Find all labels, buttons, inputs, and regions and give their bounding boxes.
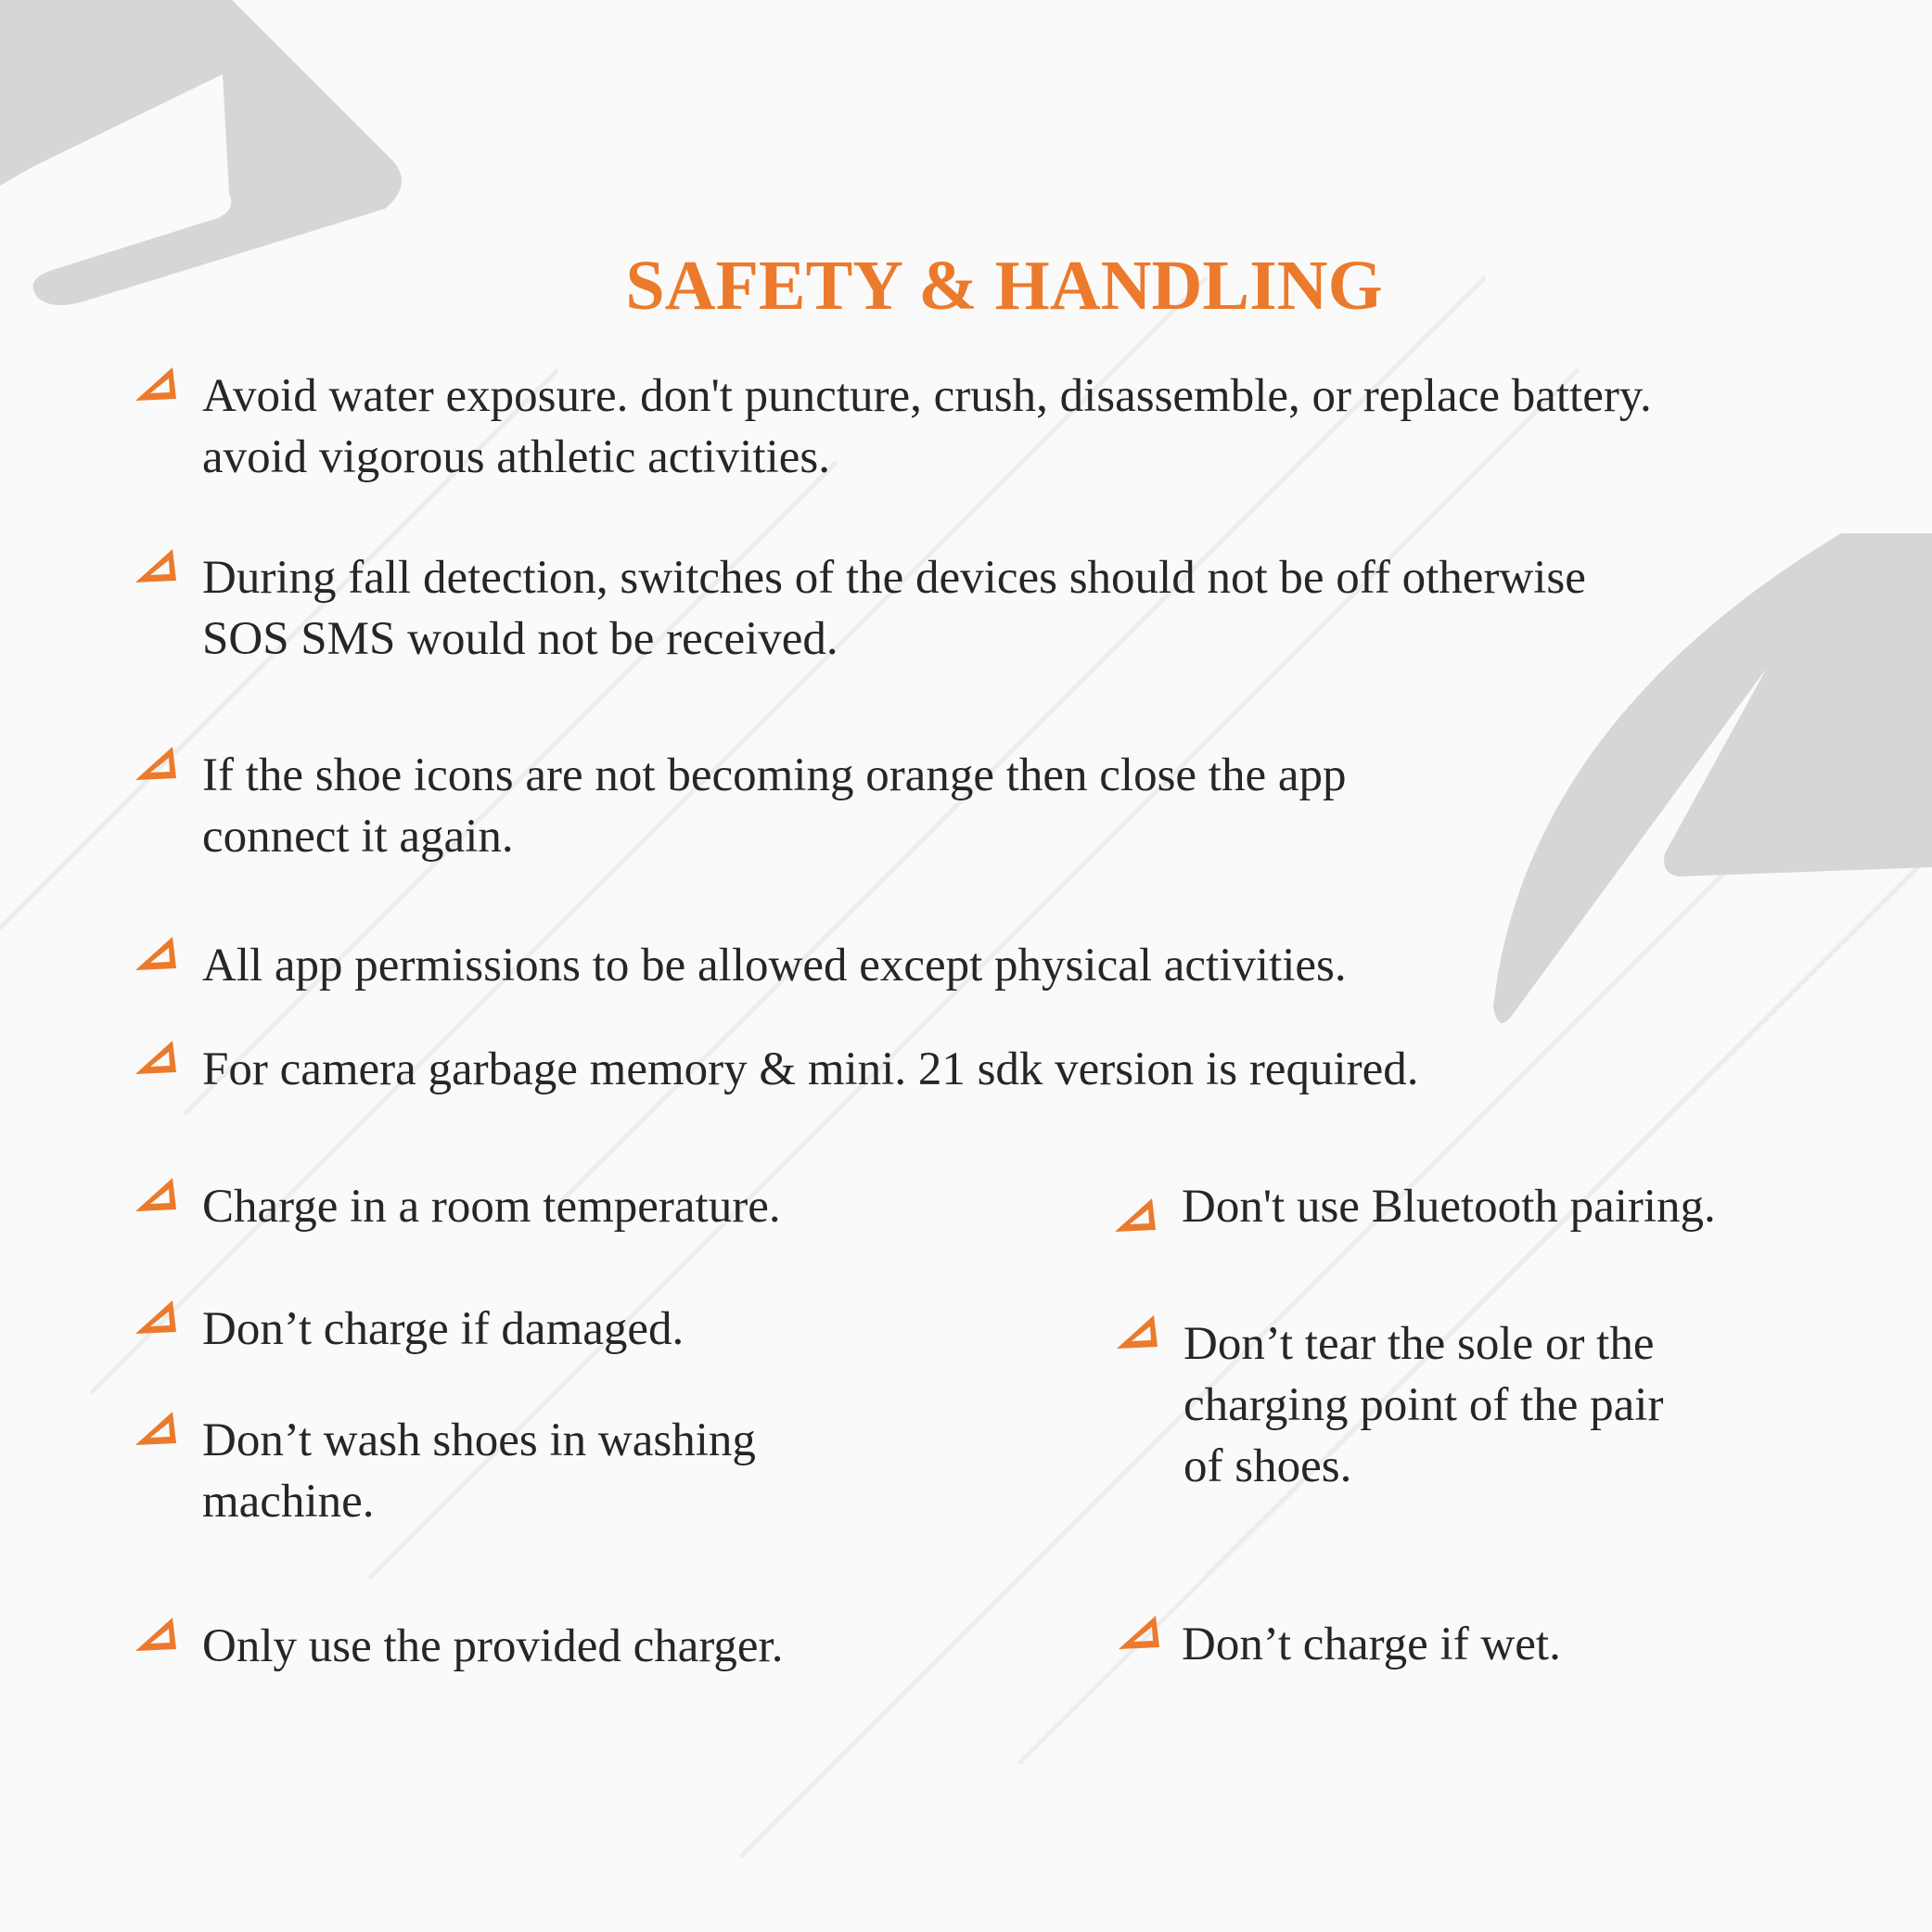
item-line: Only use the provided charger. — [202, 1620, 784, 1672]
item-line: Don't use Bluetooth pairing. — [1182, 1181, 1716, 1233]
item-line: of shoes. — [1184, 1440, 1352, 1492]
item-line: Don’t charge if damaged. — [202, 1303, 685, 1355]
item-line: connect it again. — [202, 811, 514, 863]
orange-arrowhead-icon — [132, 1410, 178, 1449]
item-line: SOS SMS would not be received. — [202, 613, 838, 665]
item-line: Charge in a room temperature. — [202, 1181, 781, 1233]
orange-arrowhead-icon — [132, 547, 178, 586]
item-line: Don’t wash shoes in washing — [202, 1414, 756, 1466]
orange-arrowhead-icon — [132, 1176, 178, 1215]
item-line: All app permissions to be allowed except physical activities. — [202, 940, 1347, 992]
item-line: avoid vigorous athletic activities. — [202, 431, 830, 483]
orange-arrowhead-icon — [1113, 1313, 1159, 1352]
orange-arrowhead-icon — [132, 1039, 178, 1078]
orange-arrowhead-icon — [132, 365, 178, 404]
orange-arrowhead-icon — [132, 1299, 178, 1337]
orange-arrowhead-icon — [1111, 1196, 1158, 1235]
item-line: Don’t charge if wet. — [1182, 1619, 1561, 1670]
item-line: Avoid water exposure. don't puncture, crush, disassemble, or replace battery. — [202, 370, 1652, 422]
item-line: For camera garbage memory & mini. 21 sdk version is required. — [202, 1043, 1419, 1095]
item-line: During fall detection, switches of the devices should not be off otherwise — [202, 552, 1586, 604]
item-line: machine. — [202, 1476, 375, 1528]
orange-arrowhead-icon — [132, 935, 178, 974]
orange-arrowhead-icon — [132, 1616, 178, 1655]
item-line: Don’t tear the sole or the — [1184, 1318, 1655, 1370]
item-line: charging point of the pair — [1184, 1379, 1664, 1431]
item-line: If the shoe icons are not becoming orange then close the app — [202, 749, 1347, 801]
page-title: SAFETY & HANDLING — [625, 247, 1383, 325]
orange-arrowhead-icon — [132, 745, 178, 784]
orange-arrowhead-icon — [1115, 1614, 1161, 1653]
